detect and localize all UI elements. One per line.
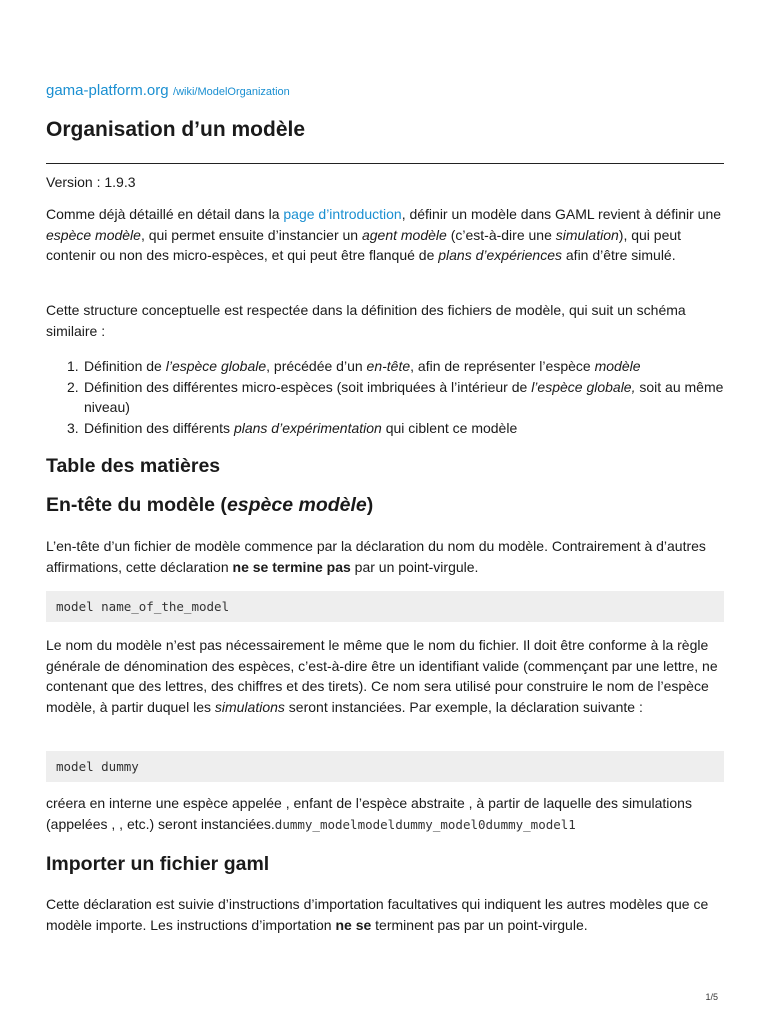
list-text: Définition des différents — [84, 419, 234, 436]
list-item — [46, 418, 724, 439]
paragraph-text: Le nom du modèle n’est pas nécessairement le même que le nom du fichier. Il doit être conforme à la règle générale de dénomination des espèces, c’est-à-dire être un identifiant valide (commençant par une lettre, ne contenant que des lettres, des chiffres et des tirets). Ce nom sera utilisé pour construire le nom de l’espèce modèle, à partir duquel les — [46, 637, 718, 715]
toc-heading: Table des matières — [46, 455, 221, 477]
page-number: 1/5 — [705, 992, 718, 1002]
paragraph-text: par un point-virgule. — [350, 558, 479, 575]
intro-emphasis: simulation — [555, 226, 619, 243]
list-text: soit au même niveau) — [84, 378, 724, 416]
import-paragraph — [46, 894, 724, 935]
list-number: 2. — [67, 378, 79, 395]
intro-emphasis: espèce modèle — [46, 226, 141, 243]
intro-text: ), qui peut contenir ou non des micro-espèces, et qui peut être flanqué de — [46, 226, 682, 264]
list-emphasis: modèle — [594, 358, 641, 374]
heading-emphasis: espèce modèle — [226, 494, 367, 516]
introduction-page-link[interactable]: page d’introduction — [283, 206, 402, 222]
code-block-model-dummy: model dummy — [46, 751, 724, 782]
list-text: Définition de — [84, 358, 166, 374]
paragraph-bold: ne se termine pas — [232, 558, 351, 575]
intro-text: (c’est-à-dire une — [446, 226, 556, 243]
paragraph-text: Cette déclaration est suivie d’instructions d’importation facultatives qui indiquent les autres modèles que ce modèle importe. Les instructions d’importation — [46, 896, 709, 933]
paragraph-text: L’en-tête d’un fichier de modèle commence par la déclaration du nom du modèle. Contrairement à d’autres affirmations, cette déclaration — [46, 538, 706, 575]
page-title: Organisation d’un modèle — [46, 118, 306, 141]
list-emphasis: en-tête — [366, 358, 411, 374]
intro-emphasis: agent modèle — [361, 226, 447, 243]
list-number: 3. — [67, 419, 79, 436]
intro-emphasis: plans d’expériences — [438, 247, 562, 264]
paragraph-text: seront instanciées. Par exemple, la déclaration suivante : — [284, 698, 643, 715]
source-path-link[interactable]: /wiki/ModelOrganization — [173, 86, 290, 98]
source-domain-link[interactable]: gama-platform.org — [46, 82, 169, 99]
list-text: , afin de représenter l’espèce — [410, 358, 595, 374]
paragraph-text: créera en interne une espèce appelée , enfant de l’espèce abstraite , à partir de laquelle des simulations (appelées , , etc.) seront instanciées. — [46, 795, 692, 832]
intro-text: Comme déjà détaillé en détail dans la — [46, 206, 284, 222]
intro-paragraph — [46, 204, 724, 266]
list-emphasis: plans d’expérimentation — [233, 419, 382, 436]
model-name-paragraph — [46, 635, 724, 717]
section-heading-model-header — [46, 494, 373, 517]
list-text: , précédée d’un — [266, 358, 367, 374]
section-heading-import: Importer un fichier gaml — [46, 853, 270, 875]
structure-list — [46, 356, 724, 438]
intro-text: , qui permet ensuite d’instancier un — [140, 226, 362, 243]
list-item — [46, 377, 724, 418]
version-text: Version : 1.9.3 — [46, 174, 136, 190]
heading-text: En-tête du modèle ( — [46, 494, 227, 516]
heading-text: ) — [366, 494, 374, 516]
list-text: qui ciblent ce modèle — [381, 419, 518, 436]
paragraph-emphasis: simulations — [214, 698, 285, 715]
intro-text: , définir un modèle dans GAML revient à définir une — [401, 206, 722, 222]
list-emphasis: l’espèce globale, — [531, 378, 636, 395]
paragraph-text: terminent pas par un point-virgule. — [371, 916, 588, 933]
source-url[interactable] — [46, 82, 290, 100]
intro-text: afin d’être simulé. — [562, 247, 676, 264]
inline-code: dummy_modelmodeldummy_model0dummy_model1 — [274, 816, 576, 832]
model-header-paragraph — [46, 536, 724, 577]
title-divider — [46, 163, 724, 164]
structure-paragraph: Cette structure conceptuelle est respectée dans la définition des fichiers de modèle, qui suit un schéma similaire : — [46, 302, 686, 339]
paragraph-bold: ne se — [335, 916, 372, 933]
list-text: Définition des différentes micro-espèces (soit imbriquées à l’intérieur de — [84, 378, 532, 395]
dummy-explanation-paragraph — [46, 793, 724, 835]
list-emphasis: l’espèce globale — [165, 358, 267, 374]
code-block-model-name: model name_of_the_model — [46, 591, 724, 622]
list-number: 1. — [67, 358, 79, 374]
list-item — [46, 356, 724, 377]
